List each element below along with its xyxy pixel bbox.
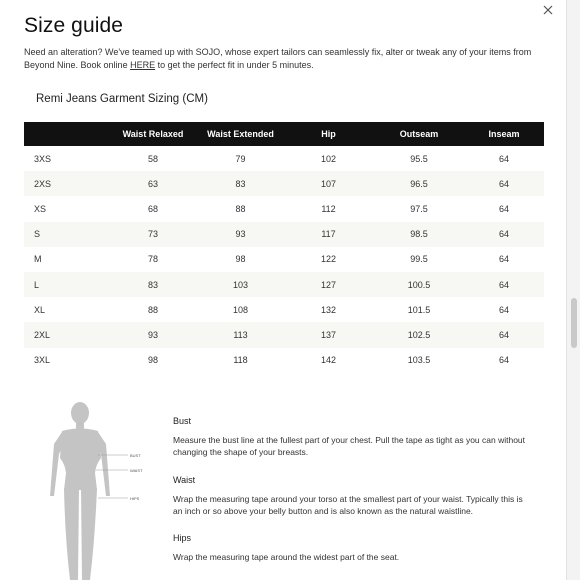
table-cell: 78: [147, 254, 158, 265]
table-cell: 93: [108, 322, 198, 347]
table-cell: L: [24, 272, 108, 297]
page-title: Size guide: [24, 14, 124, 37]
table-cell: 3XS: [34, 153, 52, 164]
intro-text-end: to get the perfect fit in under 5 minutes.: [155, 60, 314, 70]
table-cell: 122: [320, 254, 337, 265]
table-row: [24, 222, 544, 247]
table-row: [24, 171, 544, 196]
table-cell: S: [24, 222, 108, 247]
table-cell: M: [34, 254, 42, 265]
alteration-intro: [24, 46, 544, 72]
table-cell: 64: [464, 272, 544, 297]
table-cell: 64: [498, 254, 509, 265]
table-cell: 97.5: [410, 203, 428, 214]
table-cell: 102.5: [374, 322, 464, 347]
table-cell: 118: [233, 355, 248, 366]
table-cell: 102: [320, 153, 337, 164]
table-cell: 83: [198, 171, 283, 196]
table-cell: 127: [283, 272, 374, 297]
table-cell: 93: [198, 222, 283, 247]
table-cell: XL: [34, 304, 46, 315]
table-cell: 103.5: [407, 355, 431, 366]
table-cell: 64: [464, 222, 544, 247]
header-inseam: Inseam: [464, 122, 544, 146]
scrollbar[interactable]: [566, 0, 580, 580]
table-cell: 68: [147, 203, 158, 214]
size-table: [24, 122, 544, 373]
table-cell: 108: [232, 304, 249, 315]
table-cell: 2XL: [24, 322, 108, 347]
table-cell: 117: [283, 222, 374, 247]
waist-label: WAIST: [130, 468, 143, 473]
header-size: [24, 122, 108, 146]
table-cell: 132: [320, 304, 337, 315]
table-cell: 58: [147, 153, 158, 164]
table-cell: 137: [283, 322, 374, 347]
table-cell: 64: [498, 355, 509, 366]
table-cell: 95.5: [410, 153, 428, 164]
table-cell: 101.5: [407, 304, 431, 315]
table-row: [24, 196, 544, 221]
table-cell: 96.5: [374, 171, 464, 196]
table-cell: 83: [108, 272, 198, 297]
table-cell: 88: [147, 304, 158, 315]
table-cell: XS: [34, 203, 47, 214]
measurement-guide: [173, 416, 533, 579]
table-cell: 64: [464, 171, 544, 196]
table-cell: 142: [320, 355, 337, 366]
table-title: Remi Jeans Garment Sizing (CM): [36, 93, 208, 105]
table-cell: 98: [147, 355, 158, 366]
table-cell: 98.5: [374, 222, 464, 247]
close-icon: [540, 2, 556, 18]
scrollbar-thumb[interactable]: [571, 298, 577, 348]
table-cell: 100.5: [374, 272, 464, 297]
table-cell: 103: [198, 272, 283, 297]
table-cell: 113: [198, 322, 283, 347]
table-cell: 3XL: [34, 355, 51, 366]
table-row: [24, 247, 544, 272]
intro-text-start: Need an alteration? We've teamed up with SOJO, whose expert tailors can seamlessly fix, alter or tweak any of your items from Beyond Nine. Book online: [24, 47, 532, 70]
table-cell: 64: [498, 203, 509, 214]
table-cell: 107: [283, 171, 374, 196]
table-cell: 64: [498, 153, 509, 164]
bust-label: BUST: [130, 453, 141, 458]
waist-instructions: Wrap the measuring tape around your torso at the smallest part of your waist. Typically this is an inch or so above your belly button and is also known as the natural waistline.: [173, 493, 523, 516]
header-waist-extended: Waist Extended: [198, 122, 283, 146]
table-header-row: [24, 122, 544, 146]
bust-heading: Bust: [173, 416, 192, 426]
hips-instructions: Wrap the measuring tape around the widest part of the seat.: [173, 552, 400, 563]
table-cell: 73: [108, 222, 198, 247]
hips-heading: Hips: [173, 533, 192, 544]
table-cell: 112: [321, 203, 336, 214]
waist-heading: Waist: [173, 474, 196, 485]
close-button[interactable]: [540, 2, 556, 18]
body-silhouette-icon: [40, 398, 150, 580]
table-cell: 64: [464, 322, 544, 347]
table-row: [24, 272, 544, 297]
bust-instructions: Measure the bust line at the fullest part of your chest. Pull the tape as tight as you can without changing the shape of your breasts.: [173, 435, 526, 458]
header-hip: Hip: [283, 122, 374, 146]
table-cell: 2XS: [24, 171, 108, 196]
header-waist-relaxed: Waist Relaxed: [108, 122, 198, 146]
table-cell: 63: [108, 171, 198, 196]
header-outseam: Outseam: [374, 122, 464, 146]
table-cell: 98: [235, 254, 246, 265]
table-cell: 99.5: [410, 254, 428, 265]
table-row: [24, 322, 544, 347]
table-row: [24, 348, 544, 373]
table-row: [24, 146, 544, 171]
table-cell: 64: [498, 304, 509, 315]
table-row: [24, 297, 544, 322]
book-online-link[interactable]: HERE: [130, 60, 156, 70]
table-cell: 88: [235, 203, 246, 214]
table-cell: 79: [235, 153, 246, 164]
body-measurement-figure: [40, 398, 150, 580]
hips-label: HIPS: [130, 496, 140, 501]
